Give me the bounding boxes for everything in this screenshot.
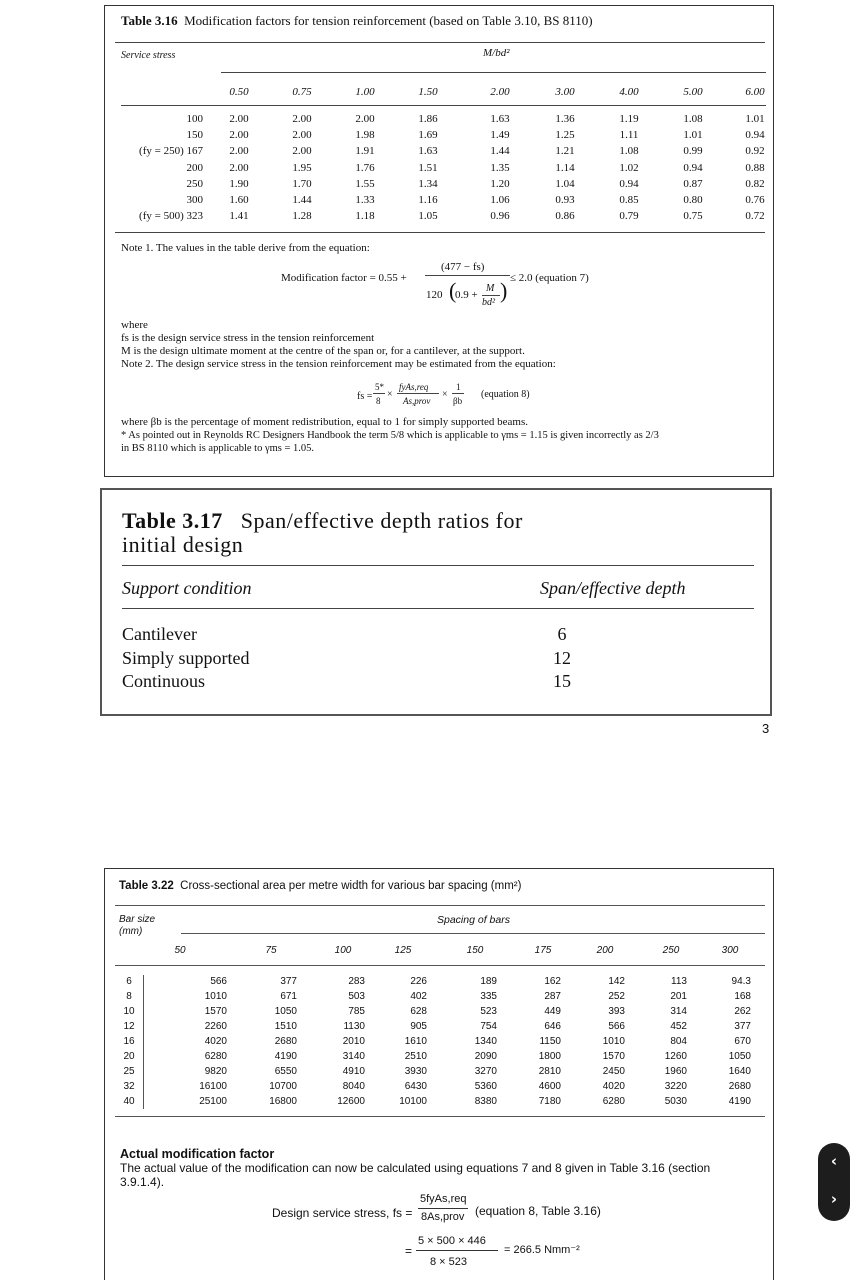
column-header: 0.50	[229, 86, 249, 98]
table-cell: 1260	[664, 1051, 687, 1062]
table-cell: 1.06	[490, 194, 510, 206]
table-cell: 1.86	[418, 113, 438, 125]
table-cell: 189	[480, 976, 497, 987]
table-cell: 1610	[404, 1036, 427, 1047]
column-header: 200	[596, 945, 614, 956]
table-cell: 0.96	[490, 210, 510, 223]
bar-size: 40	[123, 1096, 135, 1107]
table-cell: 1.95	[292, 161, 312, 174]
table-cell: 0.75	[683, 210, 703, 223]
table-cell: 1.70	[292, 177, 312, 190]
column-header: 6.00	[745, 86, 765, 98]
column-header: 50	[174, 945, 186, 956]
table-title	[122, 509, 523, 557]
service-stress-header: Service stress	[121, 50, 176, 61]
table-cell: 2450	[602, 1066, 625, 1077]
fraction-bar	[397, 393, 439, 394]
support-condition: Continuous	[122, 671, 206, 691]
table-cell: 1.20	[490, 177, 510, 190]
eq8-num1: 5*	[375, 382, 384, 392]
table-cell: 12600	[337, 1096, 365, 1107]
table-cell: 1.05	[418, 210, 438, 223]
table-cell: 1150	[539, 1036, 561, 1047]
table-cell: 2260	[204, 1021, 227, 1032]
table-cell: 1.60	[229, 194, 249, 206]
column-header: 0.75	[292, 86, 312, 98]
fraction-bar	[425, 275, 510, 276]
table-cell: 3270	[474, 1066, 497, 1077]
table-cell: 0.72	[745, 210, 765, 223]
table-cell: 1340	[474, 1036, 497, 1047]
table-cell: 4190	[274, 1051, 297, 1062]
table-cell: 6280	[602, 1096, 625, 1107]
table-cell: 1.28	[292, 210, 312, 223]
table-cell: 201	[670, 991, 687, 1002]
paren: )	[500, 278, 508, 303]
next-page-button[interactable]: ›	[830, 1190, 838, 1208]
calc-denominator: 8 × 523	[430, 1256, 468, 1268]
column-header: 300	[721, 945, 739, 956]
table-cell: 1.69	[418, 129, 438, 142]
where-text: where	[121, 319, 148, 331]
paragraph-line-1: The actual value of the modification can now be calculated using equations 7 and 8 given in Table 3.16 (section	[120, 1161, 711, 1175]
table-cell: 3930	[404, 1066, 427, 1077]
section-heading: Actual modification factor	[120, 1147, 275, 1161]
table-cell: 4020	[204, 1036, 227, 1047]
prev-page-button[interactable]: ‹	[830, 1152, 838, 1170]
bar-size: 16	[123, 1036, 135, 1047]
table-cell: 4190	[728, 1096, 751, 1107]
table-cell: 628	[410, 1006, 427, 1017]
paren: (	[449, 278, 457, 303]
actual-modification-section	[120, 1147, 710, 1189]
table-cell: 2680	[274, 1036, 297, 1047]
footnote-line-2: in BS 8110 which is applicable to γms = 1.05.	[121, 443, 315, 454]
title-text-1: Span/effective depth ratios for	[240, 508, 523, 533]
table-cell: 1.44	[292, 194, 312, 206]
table-cell: 0.86	[555, 210, 575, 223]
calc-result: = 266.5 Nmm⁻²	[504, 1244, 580, 1256]
table-cell: 1.44	[490, 145, 510, 158]
table-cell: 3140	[342, 1051, 365, 1062]
table-cell: 0.92	[745, 145, 765, 158]
table-cell: 7180	[538, 1096, 561, 1107]
table-cell: 252	[608, 991, 625, 1002]
table-cell: 262	[734, 1006, 751, 1017]
divider	[115, 42, 765, 43]
table-cell: 1.16	[418, 194, 438, 206]
table-cell: 16100	[199, 1081, 227, 1092]
table-caption	[121, 13, 593, 29]
span-depth-value: 6	[557, 624, 567, 644]
table-cell: 1.01	[745, 113, 765, 125]
table-cell: 1.55	[355, 177, 375, 190]
table-cell: 2.00	[229, 113, 249, 125]
column-header: 5.00	[683, 86, 703, 98]
table-cell: 142	[608, 976, 625, 987]
row-label: (fy = 250) 167	[139, 145, 203, 158]
table-cell: 2.00	[229, 145, 249, 158]
table-cell: 1130	[343, 1021, 365, 1032]
column-header: 75	[265, 945, 277, 956]
table-cell: 1.49	[490, 129, 510, 142]
table-cell: 1.02	[619, 161, 639, 174]
table-cell: 0.94	[683, 161, 703, 174]
table-cell: 2510	[404, 1051, 427, 1062]
divider	[115, 965, 765, 966]
page-number: 3	[762, 721, 770, 736]
support-condition: Simply supported	[122, 647, 250, 668]
table-cell: 785	[348, 1006, 365, 1017]
table-cell: 1050	[274, 1006, 297, 1017]
table-cell: 9820	[204, 1066, 227, 1077]
dss-denominator: 8As,prov	[421, 1211, 465, 1223]
divider	[122, 565, 754, 566]
span-depth-header: Span/effective depth	[540, 578, 686, 598]
table-cell: 1.63	[490, 113, 510, 125]
table-cell: 113	[671, 976, 687, 987]
dss-reference: (equation 8, Table 3.16)	[475, 1204, 601, 1218]
table-cell: 5030	[664, 1096, 687, 1107]
row-label: 200	[186, 161, 203, 174]
caption-text: Cross-sectional area per metre width for various bar spacing (mm²)	[180, 880, 522, 892]
table-cell: 2.00	[292, 145, 312, 158]
divider	[181, 933, 765, 934]
note-2: Note 2. The design service stress in the tension reinforcement may be estimated from the equation:	[121, 358, 556, 370]
divider	[121, 105, 766, 106]
table-cell: 646	[544, 1021, 561, 1032]
table-cell: 1.19	[619, 113, 639, 125]
column-header: 100	[334, 945, 352, 956]
table-3-17	[100, 488, 772, 716]
page-nav	[818, 1143, 850, 1221]
eq7-rhs: ≤ 2.0 (equation 7)	[510, 272, 589, 284]
caption-label: Table 3.16	[121, 13, 178, 28]
table-cell: 0.88	[745, 161, 765, 174]
table-cell: 1.08	[619, 145, 639, 158]
table-cell: 287	[544, 991, 561, 1002]
table-cell: 335	[480, 991, 497, 1002]
note-1: Note 1. The values in the table derive from the equation:	[121, 242, 370, 254]
span-depth-value: 15	[553, 671, 571, 691]
table-cell: 1570	[204, 1006, 227, 1017]
table-cell: 1.35	[490, 161, 510, 174]
table-cell: 1.98	[355, 129, 375, 142]
table-caption	[119, 880, 521, 892]
bar-size: 10	[123, 1006, 135, 1017]
row-label: 150	[186, 129, 203, 142]
bar-size: 8	[126, 991, 132, 1002]
table-cell: 2.00	[355, 113, 375, 125]
column-header: 1.50	[418, 86, 438, 98]
table-cell: 449	[544, 1006, 561, 1017]
table-cell: 314	[670, 1006, 687, 1017]
row-label: 250	[186, 177, 203, 190]
table-cell: 283	[348, 976, 365, 987]
table-cell: 226	[410, 976, 427, 987]
table-cell: 1.11	[619, 129, 639, 142]
table-cell: 16800	[269, 1096, 297, 1107]
bar-size: 12	[123, 1021, 135, 1032]
eq7-den-a: 120	[426, 289, 443, 301]
table-cell: 168	[734, 991, 751, 1002]
eq8-den3: βb	[453, 396, 463, 406]
column-header: 3.00	[555, 86, 575, 98]
table-cell: 0.93	[555, 194, 575, 206]
table-cell: 1.91	[355, 145, 375, 158]
spacing-header: Spacing of bars	[437, 914, 510, 926]
table-cell: 523	[480, 1006, 497, 1017]
equals: =	[405, 1244, 413, 1258]
bar-size: 20	[123, 1051, 135, 1062]
calc-numerator: 5 × 500 × 446	[418, 1235, 486, 1247]
table-cell: 1570	[602, 1051, 625, 1062]
column-header: 1.00	[355, 86, 375, 98]
bar-size: 25	[123, 1066, 135, 1077]
table-cell: 566	[210, 976, 227, 987]
bar-size: 32	[123, 1081, 135, 1092]
divider	[115, 905, 765, 906]
table-cell: 2.00	[292, 113, 312, 125]
table-cell: 0.87	[683, 177, 703, 190]
bar-size: 6	[126, 976, 132, 987]
mbd-header: M/bd²	[483, 47, 510, 59]
eq8-rhs: (equation 8)	[481, 389, 530, 400]
row-label: 300	[186, 194, 203, 206]
table-cell: 2.00	[292, 129, 312, 142]
footnote-line-1: * As pointed out in Reynolds RC Designers Handbook the term 5/8 which is applicable to γms = 1.15 is given incorrectly as 2/3	[121, 430, 659, 441]
table-cell: 1.14	[555, 161, 575, 174]
table-cell: 1010	[204, 991, 227, 1002]
table-cell: 0.94	[745, 129, 765, 142]
table-cell: 377	[734, 1021, 751, 1032]
table-cell: 452	[670, 1021, 687, 1032]
table-cell: 0.85	[619, 194, 639, 206]
table-cell: 94.3	[731, 976, 751, 987]
divider	[115, 232, 765, 233]
table-cell: 8040	[342, 1081, 365, 1092]
table-cell: 1010	[602, 1036, 625, 1047]
table-cell: 1.36	[555, 113, 575, 125]
column-header: 250	[662, 945, 680, 956]
table-cell: 1.08	[683, 113, 703, 125]
table-cell: 671	[280, 991, 297, 1002]
fraction-bar	[373, 393, 385, 394]
table-cell: 1.33	[355, 194, 375, 206]
dss-numerator: 5fyAs,req	[420, 1193, 467, 1205]
fraction-bar	[416, 1250, 498, 1251]
table-cell: 0.82	[745, 177, 765, 190]
eq7-lhs: Modification factor = 0.55 +	[281, 272, 407, 284]
support-condition-header: Support condition	[122, 578, 252, 598]
fraction-bar	[418, 1208, 468, 1209]
table-cell: 1.01	[683, 129, 703, 142]
table-cell: 503	[348, 991, 365, 1002]
divider	[115, 1116, 765, 1117]
table-cell: 1.25	[555, 129, 575, 142]
table-cell: 10100	[399, 1096, 427, 1107]
table-cell: 566	[608, 1021, 625, 1032]
column-divider	[143, 975, 144, 1109]
table-cell: 1.18	[355, 210, 375, 223]
row-label: 100	[186, 113, 203, 125]
caption-text: Modification factors for tension reinforcement (based on Table 3.10, BS 8110)	[184, 13, 593, 28]
caption-label: Table 3.22	[119, 880, 174, 892]
table-cell: 754	[480, 1021, 497, 1032]
table-cell: 905	[410, 1021, 427, 1032]
eq7-den-m: M	[486, 283, 495, 294]
eq8-num2: fyAs,req	[399, 382, 429, 392]
mm-label: (mm)	[119, 926, 143, 937]
table-cell: 1.21	[555, 145, 575, 158]
column-header: 175	[534, 945, 552, 956]
table-cell: 402	[410, 991, 427, 1002]
table-cell: 1050	[728, 1051, 751, 1062]
eq8-num3: 1	[456, 382, 461, 392]
table-cell: 1960	[664, 1066, 687, 1077]
table-cell: 2.00	[229, 129, 249, 142]
table-cell: 1.04	[555, 177, 575, 190]
table-cell: 0.76	[745, 194, 765, 206]
column-header: 150	[466, 945, 484, 956]
table-cell: 6550	[274, 1066, 297, 1077]
table-cell: 0.79	[619, 210, 639, 223]
table-cell: 0.80	[683, 194, 703, 206]
table-cell: 1.63	[418, 145, 438, 158]
row-label: (fy = 500) 323	[139, 210, 203, 223]
table-cell: 1640	[728, 1066, 751, 1077]
table-cell: 6430	[404, 1081, 427, 1092]
title-label: Table 3.17	[122, 508, 223, 533]
paragraph-line-2: 3.9.1.4).	[120, 1175, 165, 1189]
table-cell: 8380	[474, 1096, 497, 1107]
table-cell: 2.00	[229, 161, 249, 174]
bar-size-label: Bar size	[119, 914, 156, 925]
table-cell: 670	[734, 1036, 751, 1047]
table-cell: 2810	[538, 1066, 561, 1077]
eq7-den-bd: bd²	[482, 297, 495, 308]
column-header: 2.00	[490, 86, 510, 98]
table-cell: 6280	[204, 1051, 227, 1062]
table-3-16	[104, 5, 774, 477]
table-cell: 377	[280, 976, 297, 987]
table-cell: 4910	[342, 1066, 365, 1077]
divider	[221, 72, 766, 73]
table-cell: 4020	[602, 1081, 625, 1092]
table-cell: 1800	[538, 1051, 561, 1062]
fraction-bar	[452, 393, 464, 394]
column-header: 125	[394, 945, 412, 956]
m-definition: M is the design ultimate moment at the centre of the span or, for a cantilever, at the support.	[121, 345, 525, 357]
table-cell: 3220	[664, 1081, 687, 1092]
table-cell: 10700	[269, 1081, 297, 1092]
eq8-lhs: fs =	[357, 391, 373, 402]
table-cell: 804	[670, 1036, 687, 1047]
table-cell: 0.99	[683, 145, 703, 158]
table-cell: 5360	[474, 1081, 497, 1092]
bar-size-header	[119, 914, 155, 938]
eq7-numerator: (477 − fs)	[441, 261, 485, 273]
support-condition: Cantilever	[122, 624, 197, 644]
table-cell: 2010	[342, 1036, 365, 1047]
table-cell: 162	[544, 976, 561, 987]
table-cell: 1510	[274, 1021, 297, 1032]
title-text-2: initial design	[122, 532, 244, 557]
times: ×	[387, 389, 393, 400]
table-cell: 0.94	[619, 177, 639, 190]
fs-definition: fs is the design service stress in the tension reinforcement	[121, 332, 375, 344]
table-cell: 25100	[199, 1096, 227, 1107]
design-service-stress-label: Design service stress, fs =	[272, 1206, 413, 1220]
table-cell: 1.76	[355, 161, 375, 174]
table-cell: 1.34	[418, 177, 438, 190]
eq8-den1: 8	[376, 396, 381, 406]
table-cell: 4600	[538, 1081, 561, 1092]
table-cell: 2680	[728, 1081, 751, 1092]
eq7-den-b: 0.9 +	[455, 289, 478, 301]
table-cell: 1.90	[229, 177, 249, 190]
times: ×	[442, 389, 448, 400]
beta-definition: where βb is the percentage of moment redistribution, equal to 1 for simply supported beams.	[121, 416, 528, 428]
divider	[122, 608, 754, 609]
span-depth-value: 12	[553, 647, 571, 668]
eq8-den2: As,prov	[403, 396, 431, 406]
table-cell: 1.41	[229, 210, 249, 223]
table-cell: 393	[608, 1006, 625, 1017]
table-cell: 2090	[474, 1051, 497, 1062]
table-cell: 1.51	[418, 161, 438, 174]
column-header: 4.00	[619, 86, 639, 98]
